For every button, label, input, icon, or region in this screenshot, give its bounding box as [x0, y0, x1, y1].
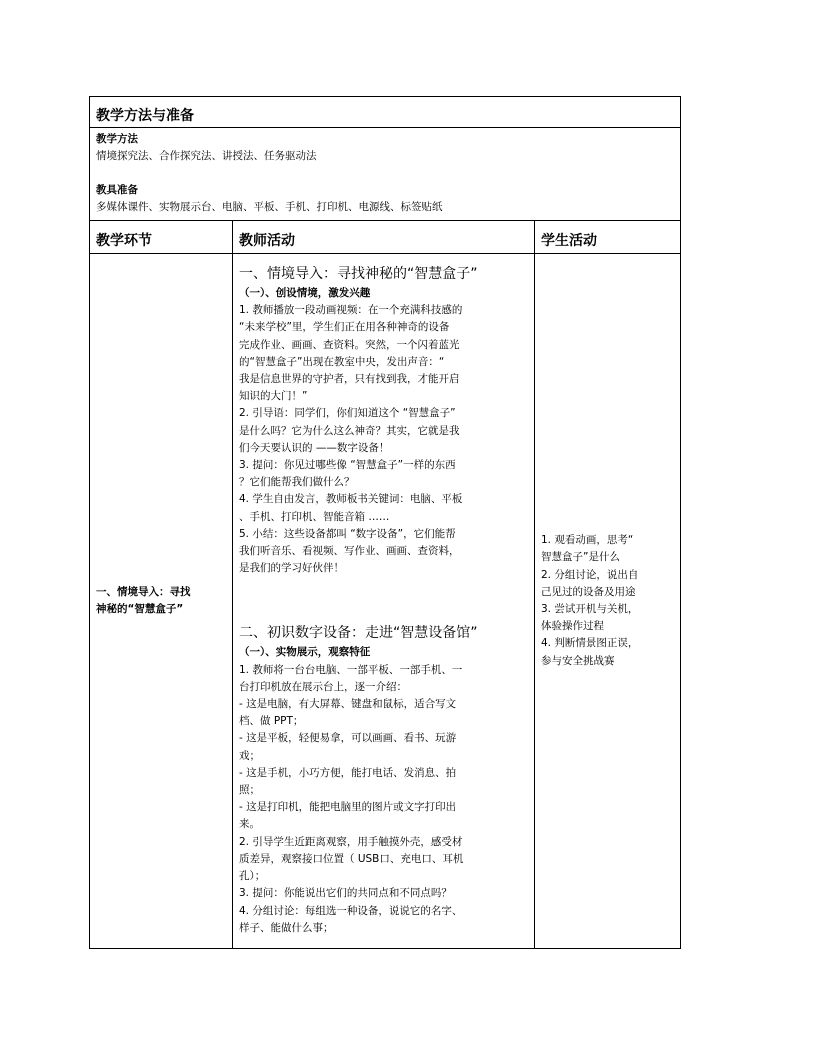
section-title: 教学方法与准备	[90, 97, 681, 128]
s1-line: 我们听音乐、看视频、写作业、画画、查资料，	[239, 545, 460, 558]
s2-line: 台打印机放在展示台上，逐一介绍：	[239, 680, 407, 693]
student-line: 4. 判断情景图正误，	[541, 637, 639, 650]
s1-line: 知识的大门！”	[239, 390, 308, 403]
lesson-plan-table-wrapper	[89, 96, 680, 949]
student-line: 2. 分组讨论，说出自	[541, 568, 639, 581]
preparation-row	[90, 128, 681, 221]
preparation-cell	[90, 128, 681, 221]
s1-line: 我是信息世界的守护者，只有找到我，才能开启	[239, 373, 460, 386]
s2-line: 样子、能做什么事；	[239, 921, 334, 934]
s1-line: 是我们的学习好伙伴！	[239, 562, 344, 575]
s2-line: - 这是电脑，有大屏幕、键盘和鼠标，适合写文	[239, 698, 457, 711]
s1-line: 完成作业、画画、查资料。突然，一个闪着蓝光	[239, 338, 460, 351]
s1-line: 5. 小结：这些设备都叫 “数字设备”，它们能帮	[239, 527, 456, 540]
methods-label: 教学方法	[96, 133, 138, 145]
s2-line: 3. 提问：你能说出它们的共同点和不同点吗？	[239, 887, 452, 900]
column-header-row	[90, 221, 681, 254]
s2-line: 孔）；	[239, 870, 266, 883]
section-header-row	[90, 97, 681, 128]
col-header-student: 学生活动	[535, 221, 681, 254]
student-line: 体验操作过程	[541, 620, 604, 633]
s2-line: 照；	[239, 784, 260, 797]
teacher-activity-cell	[233, 254, 535, 949]
tools-label: 教具准备	[96, 184, 138, 196]
tools-text: 多媒体课件、实物展示台、电脑、平板、手机、打印机、电源线、标签贴纸	[96, 201, 443, 213]
s2-line: 1. 教师将一台台电脑、一部平板、一部手机、一	[239, 663, 463, 676]
student-line: 3. 尝试开机与关机，	[541, 603, 639, 615]
s1-line: 们今天要认识的 ——数字设备！	[239, 441, 390, 454]
s2-line: 2. 引导学生近距离观察，用手触摸外壳，感受材	[239, 835, 463, 848]
s2-line: 质差异，观察接口位置（ USB口、充电口、耳机	[239, 852, 464, 865]
s2-line: - 这是手机，小巧方便，能打电话、发消息、拍	[239, 766, 457, 779]
section2-title: 二、初识数字设备：走进“智慧设备馆”	[239, 625, 478, 642]
student-line: 己见过的设备及用途	[541, 585, 636, 598]
student-line: 参与安全挑战赛	[541, 654, 615, 667]
section1-subtitle: （一）、创设情境，激发兴趣	[239, 287, 371, 299]
section2-subtitle: （一）、实物展示，观察特征	[239, 646, 371, 659]
s2-line: - 这是平板，轻便易拿，可以画画、看书、玩游	[239, 732, 457, 745]
col-header-teacher: 教师活动	[233, 221, 535, 254]
s1-line: 、手机、打印机、智能音箱 ……	[239, 510, 390, 523]
s1-line: 是什么吗？它为什么这么神奇？其实，它就是我	[239, 424, 460, 437]
s2-line: 戏；	[239, 749, 260, 762]
s1-line: 1. 教师播放一段动画视频：在一个充满科技感的	[239, 304, 463, 317]
s2-line: 来。	[239, 818, 260, 831]
content-row	[90, 254, 681, 949]
s1-line: “未来学校”里，学生们正在用各种神奇的设备	[239, 321, 450, 334]
s2-line: - 这是打印机，能把电脑里的图片或文字打印出	[239, 801, 457, 814]
student-activity-cell	[535, 254, 681, 949]
s1-line: ？它们能帮我们做什么？	[239, 476, 355, 489]
s1-line: 的“智慧盒子”出现在教室中央，发出声音：“	[239, 355, 445, 368]
stage-cell	[90, 254, 233, 949]
s1-line: 3. 提问：你见过哪些像 “智慧盒子”一样的东西	[239, 459, 456, 472]
s1-line: 2. 引导语：同学们，你们知道这个 “智慧盒子”	[239, 407, 456, 420]
stage-line-1: 一、情境导入：寻找	[96, 586, 191, 598]
lesson-plan-table	[89, 96, 681, 949]
student-line: 智慧盒子”是什么	[541, 551, 620, 564]
student-line: 1. 观看动画，思考“	[541, 534, 634, 547]
col-header-stage: 教学环节	[90, 221, 233, 254]
section1-title: 一、情境导入：寻找神秘的“智慧盒子”	[239, 266, 478, 282]
s2-line: 档、做 PPT；	[239, 715, 304, 728]
stage-line-2: 神秘的“智慧盒子”	[96, 603, 184, 615]
s1-line: 4. 学生自由发言，教师板书关键词：电脑、平板	[239, 493, 463, 506]
methods-text: 情境探究法、合作探究法、讲授法、任务驱动法	[96, 150, 317, 162]
s2-line: 4. 分组讨论：每组选一种设备，说说它的名字、	[239, 904, 463, 917]
